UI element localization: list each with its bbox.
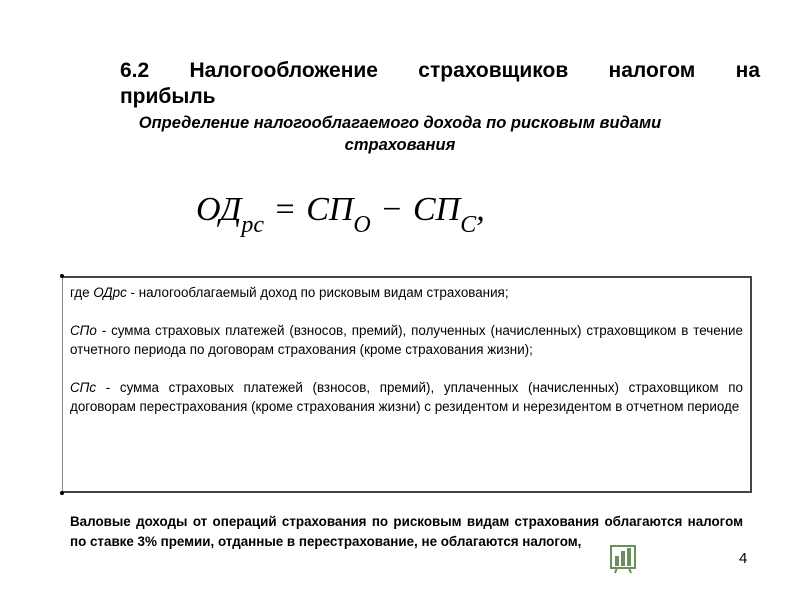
definition-text: - сумма страховых платежей (взносов, премий), уплаченных (начисленных) страховщиком по договорам перестрахования (кроме страхования жизни) с резидентом и нерезидентом в отчетном периоде — [70, 380, 743, 414]
formula-term-1-subscript: О — [353, 212, 371, 238]
section-heading-line-1: 6.2 Налогообложение страховщиков налогом на — [120, 59, 760, 82]
definition-item — [70, 378, 743, 416]
formula-term-1: СП — [306, 191, 354, 228]
subheading-line-1: Определение налогооблагаемого дохода по рисковым видами — [138, 114, 662, 132]
subheading-line-2: страхования — [344, 136, 456, 154]
definition-text: - сумма страховых платежей (взносов, премий), полученных (начисленных) страховщиком в течение отчетного периода по договорам страхования (кроме страхования жизни); — [70, 323, 743, 357]
section-heading-line-2: прибыль — [120, 85, 216, 108]
subheading — [60, 112, 740, 156]
conclusion-paragraph: Валовые доходы от операций страхования по рисковым видам страхования облагаются налогом по ставке 3% премии, отданные в перестрахование, не облагаются налогом, — [70, 514, 743, 549]
definition-symbol: СПс — [70, 380, 97, 395]
formula-term-2-subscript: С — [460, 212, 477, 238]
formula-lhs-subscript: рс — [241, 212, 264, 238]
definition-lead: где — [70, 285, 94, 300]
page-number: 4 — [739, 550, 748, 567]
definitions-list — [70, 283, 743, 416]
formula-trailing-comma: , — [476, 191, 485, 228]
formula-lhs: ОД — [196, 191, 242, 228]
definition-item — [70, 283, 743, 302]
formula — [196, 190, 485, 238]
definition-symbol: ОДрс — [93, 285, 127, 300]
definition-item — [70, 321, 743, 359]
section-heading — [120, 58, 760, 110]
box-corner-dot-bottom — [60, 491, 64, 495]
bar-chart-icon — [609, 536, 637, 574]
box-corner-dot-top — [60, 274, 64, 278]
formula-term-2: СП — [412, 191, 461, 228]
definition-text: - налогооблагаемый доход по рисковым видам страхования; — [126, 285, 509, 300]
definition-symbol: СПо — [70, 323, 97, 338]
formula-equals: = — [275, 191, 295, 228]
formula-minus: − — [382, 191, 402, 228]
